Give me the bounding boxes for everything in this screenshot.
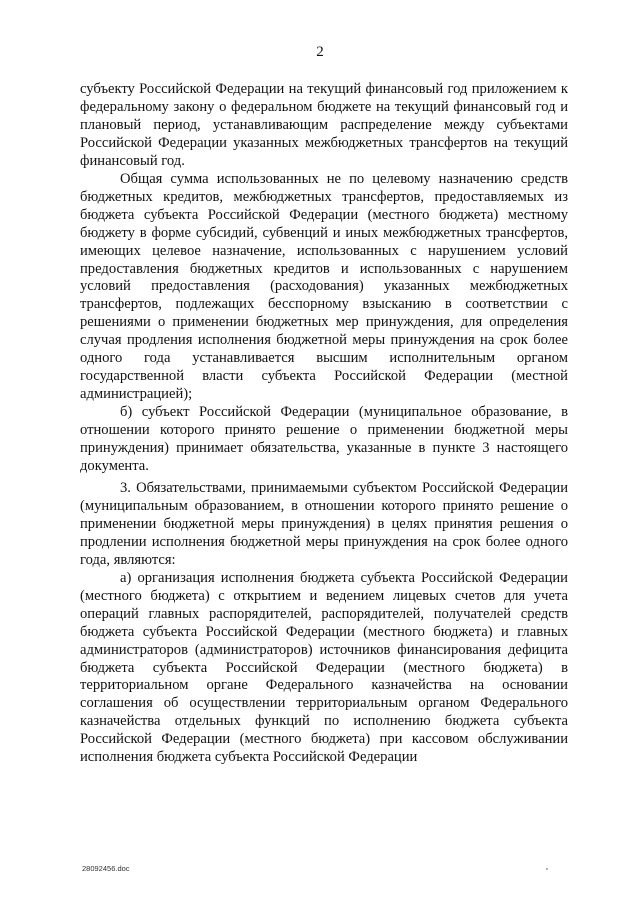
page-number: 2 (316, 44, 324, 60)
footer-filename: 28092456.doc (82, 864, 130, 873)
paragraph-continuation: субъекту Российской Федерации на текущий финансовый год приложением к федеральному закону о федеральном бюджете на текущий финансовый год и плановый период, устанавливающим распределение между субъектами Российской Федерации указанных межбюджетных трансфертов на текущий финансовый год. (80, 81, 568, 169)
paragraph-section-3: 3. Обязательствами, принимаемыми субъектом Российской Федерации (муниципальным образованием, в отношении которого принято решение о применении бюджетной меры принуждения) в целях принятия решения о продлении исполнения бюджетной меры принуждения на срок более одного года, являются: (80, 479, 568, 568)
scan-speck (546, 868, 548, 870)
paragraph-item-b: б) субъект Российской Федерации (муниципальное образование, в отношении которого принято решение о применении бюджетной меры принуждения) принимает обязательства, указанные в пункте 3 настоящего документа. (80, 404, 568, 475)
paragraph-total-amount: Общая сумма использованных не по целевому назначению средств бюджетных кредитов, межбюджетных трансфертов, предоставляемых из бюджета субъекта Российской Федерации (местного бюджета) местному бюджету в форме субсидий, субвенций и иных межбюджетных трансфертов, имеющих целевое назначение, использованных с нарушением условий предоставления бюджетных кредитов и использованных с нарушением условий предоставления (расходования) указанных межбюджетных трансфертов, подлежащих бесспорному взысканию в соответствии с решениями о применении бюджетных мер принуждения, для определения случая продления исполнения бюджетной меры принуждения на срок более одного года устанавливается высшим исполнительным органом государственной власти субъекта Российской Федерации (местной администрацией); (80, 170, 568, 403)
paragraph-item-a: а) организация исполнения бюджета субъекта Российской Федерации (местного бюджета) с открытием и ведением лицевых счетов для учета операций главных распорядителей, распорядителей, получателей средств бюджета субъекта Российской Федерации (местного бюджета) и главных администраторов (администраторов) источников финансирования дефицита бюджета субъекта Российской Федерации (местного бюджета) в территориальном органе Федерального казначейства на основании соглашения об осуществлении территориальным органом Федерального казначейства отдельных функций по исполнению бюджета субъекта Российской Федерации (местного бюджета) при кассовом обслуживании исполнения бюджета субъекта Российской Федерации (80, 569, 568, 766)
document-body (80, 81, 568, 767)
